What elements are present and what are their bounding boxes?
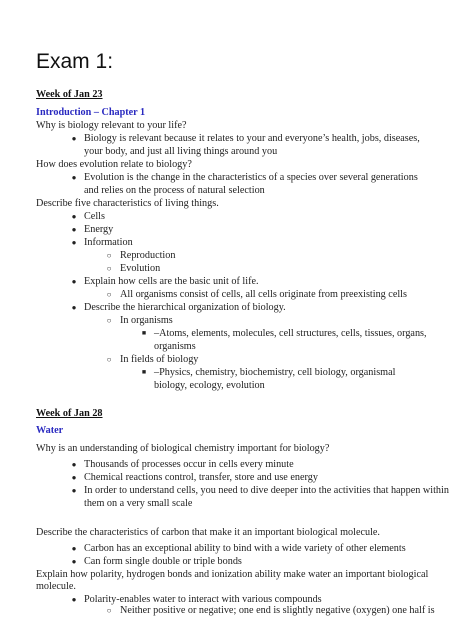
list-item: Reproduction (120, 250, 176, 261)
list-item: Cells (84, 211, 105, 222)
list-item: Explain how cells are the basic unit of life. (84, 276, 259, 287)
list-item: them on a very small scale (84, 498, 193, 509)
list-item: Carbon has an exceptional ability to bind with a wide variety of other elements (84, 543, 406, 554)
list-item: Chemical reactions control, transfer, store and use energy (84, 472, 318, 483)
list-item: In organisms (120, 315, 173, 326)
bullet-disc-icon: ● (71, 557, 77, 566)
bullet-disc-icon: ● (71, 212, 77, 221)
question-biological-chemistry: Why is an understanding of biological chemistry important for biology? (36, 443, 330, 454)
list-item: Neither positive or negative; one end is slightly negative (oxygen) one half is (120, 605, 435, 616)
list-item: Describe the hierarchical organization of biology. (84, 302, 286, 313)
bullet-disc-icon: ● (71, 473, 77, 482)
list-item: –Physics, chemistry, biochemistry, cell biology, organismal (154, 367, 396, 378)
bullet-disc-icon: ● (71, 303, 77, 312)
week-heading-jan-28: Week of Jan 28 (36, 408, 103, 419)
bullet-disc-icon: ● (71, 595, 77, 604)
list-item: Energy (84, 224, 114, 235)
list-item: Can form single double or triple bonds (84, 556, 242, 567)
list-item: In fields of biology (120, 354, 199, 365)
section-title-introduction: Introduction – Chapter 1 (36, 107, 146, 118)
question-carbon: Describe the characteristics of carbon that make it an important biological molecule. (36, 527, 380, 538)
bullet-circle-icon: ○ (106, 316, 112, 325)
bullet-disc-icon: ● (71, 486, 77, 495)
bullet-disc-icon: ● (71, 277, 77, 286)
page-title: Exam 1: (36, 50, 114, 73)
bullet-circle-icon: ○ (106, 251, 112, 260)
bullet-circle-icon: ○ (106, 264, 112, 273)
question-water-polarity: molecule. (36, 581, 76, 592)
answer-text: your body, and just all living things around you (84, 146, 278, 157)
list-item: organisms (154, 341, 196, 352)
question-evolution: How does evolution relate to biology? (36, 159, 192, 170)
question-characteristics: Describe five characteristics of living things. (36, 198, 219, 209)
bullet-circle-icon: ○ (106, 355, 112, 364)
bullet-disc-icon: ● (71, 544, 77, 553)
bullet-disc-icon: ● (71, 460, 77, 469)
list-item: Evolution (120, 263, 161, 274)
bullet-square-icon: ■ (141, 329, 147, 337)
question-water-polarity: Explain how polarity, hydrogen bonds and ionization ability make water an important biological (36, 569, 429, 580)
list-item: All organisms consist of cells, all cells originate from preexisting cells (120, 289, 407, 300)
bullet-disc-icon: ● (71, 225, 77, 234)
bullet-circle-icon: ○ (106, 290, 112, 299)
list-item: Polarity-enables water to interact with various compounds (84, 594, 322, 605)
bullet-disc-icon: ● (71, 173, 77, 182)
bullet-circle-icon: ○ (106, 606, 112, 615)
list-item: –Atoms, elements, molecules, cell structures, cells, tissues, organs, (154, 328, 427, 339)
week-heading-jan-23: Week of Jan 23 (36, 89, 103, 100)
bullet-square-icon: ■ (141, 368, 147, 376)
bullet-disc-icon: ● (71, 238, 77, 247)
answer-text: Evolution is the change in the characteristics of a species over several generations (84, 172, 418, 183)
section-title-water: Water (36, 425, 64, 436)
question-biology-relevant: Why is biology relevant to your life? (36, 120, 187, 131)
bullet-disc-icon: ● (71, 134, 77, 143)
list-item: In order to understand cells, you need to dive deeper into the activities that happen within (84, 485, 449, 496)
answer-text: Biology is relevant because it relates to your and everyone’s health, jobs, diseases, (84, 133, 420, 144)
list-item: biology, ecology, evolution (154, 380, 265, 391)
list-item: Information (84, 237, 133, 248)
answer-text: and relies on the process of natural selection (84, 185, 265, 196)
list-item: Thousands of processes occur in cells every minute (84, 459, 294, 470)
